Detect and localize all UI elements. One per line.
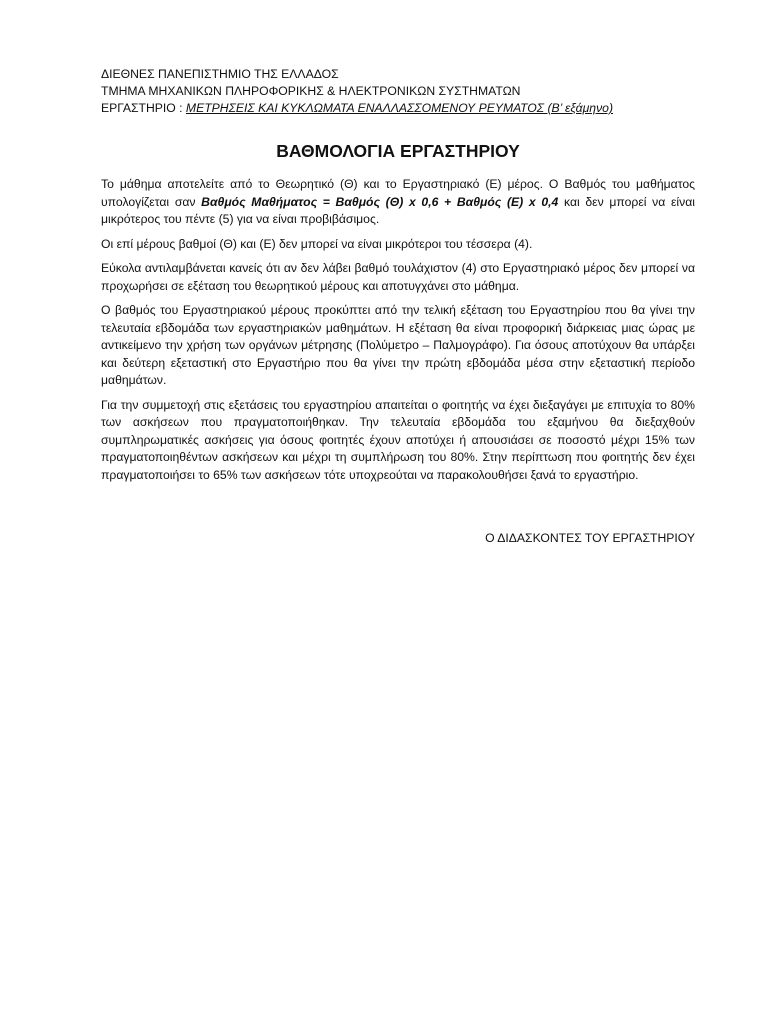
paragraph-text: Το μάθημα αποτελείτε από το Θεωρητικό (Θ) και το Εργαστηριακό (Ε) μέρος. Ο Βαθμός του μαθήματος υπολογίζεται σαν — [101, 177, 695, 209]
page-title: ΒΑΘΜΟΛΟΓΙΑ ΕΡΓΑΣΤΗΡΙΟΥ — [276, 141, 520, 161]
course-title: ΜΕΤΡΗΣΕΙΣ ΚΑΙ ΚΥΚΛΩΜΑΤΑ ΕΝΑΛΛΑΣΣΟΜΕΝΟΥ ΡΕΥΜΑΤΟΣ (Β’ εξάμηνο) — [185, 101, 614, 115]
document-page — [101, 66, 695, 547]
signature: Ο ΔΙΔΑΣΚΟΝΤΕΣ ΤΟΥ ΕΡΓΑΣΤΗΡΙΟΥ — [485, 531, 695, 545]
paragraph-grade-formula — [101, 176, 695, 229]
lab-line — [101, 100, 695, 117]
university-name: ΔΙΕΘΝΕΣ ΠΑΝΕΠΙΣΤΗΜΙΟ ΤΗΣ ΕΛΛΑΔΟΣ — [101, 67, 339, 81]
document-header — [101, 66, 695, 117]
paragraph-attendance: Για την συμμετοχή στις εξετάσεις του εργαστηρίου απαιτείται ο φοιτητής να έχει διεξαγάγει με επιτυχία το 80% των ασκήσεων που πραγματοποιήθηκαν. Την τελευταία εβδομάδα του εξαμήνου θα διεξαχθούν συμπληρωματικές ασκήσεις για όσους φοιτητές έχουν αποτύχει ή απουσιάσει σε ποσοστό μέχρι 15% των πραγματοποιηθέντων ασκήσεων και μέχρι τη συμπλήρωση του 80%. Στην περίπτωση που φοιτητής δεν έχει πραγματοποιήσει το 65% των ασκήσεων τότε υποχρεούται να παρακολουθήσει ξανά το εργαστήριο. — [101, 397, 695, 482]
grade-formula: Βαθμός Μαθήματος = Βαθμός (Θ) x 0,6 + Βαθμός (Ε) x 0,4 — [201, 194, 559, 209]
paragraph-minimum-grades: Οι επί μέρους βαθμοί (Θ) και (Ε) δεν μπορεί να είναι μικρότεροι του τέσσερα (4). — [101, 236, 533, 251]
department-name: ΤΜΗΜΑ ΜΗΧΑΝΙΚΩΝ ΠΛΗΡΟΦΟΡΙΚΗΣ & ΗΛΕΚΤΡΟΝΙΚΩΝ ΣΥΣΤΗΜΑΤΩΝ — [101, 84, 521, 98]
lab-prefix: ΕΡΓΑΣΤΗΡΙΟ : — [101, 101, 186, 115]
paragraph-lab-exam: Ο βαθμός του Εργαστηριακού μέρους προκύπτει από την τελική εξέταση του Εργαστηρίου που θα γίνει την τελευταία εβδομάδα των εργαστηριακών μαθημάτων. Η εξέταση θα είναι προφορική διάρκειας μιας ώρας με αντικείμενο την χρήση των οργάνων μέτρησης (Πολύμετρο – Παλμογράφο). Για όσους αποτύχουν θα υπάρξει και δεύτερη εξεταστική στο Εργαστήριο που θα γίνει την πρώτη εβδομάδα μέσα στην εξεταστική περίοδο μαθημάτων. — [101, 303, 695, 387]
paragraph-text: και δεν μπορεί να είναι μικρότερος του πέντε (5) για να είναι προβιβάσιμος. — [101, 194, 695, 226]
paragraph-lab-requirement: Εύκολα αντιλαμβάνεται κανείς ότι αν δεν λάβει βαθμό τουλάχιστον (4) στο Εργαστηριακό μέρος δεν μπορεί να προχωρήσει σε εξέταση του θεωρητικού μέρους και αποτυγχάνει στο μάθημα. — [101, 261, 695, 293]
